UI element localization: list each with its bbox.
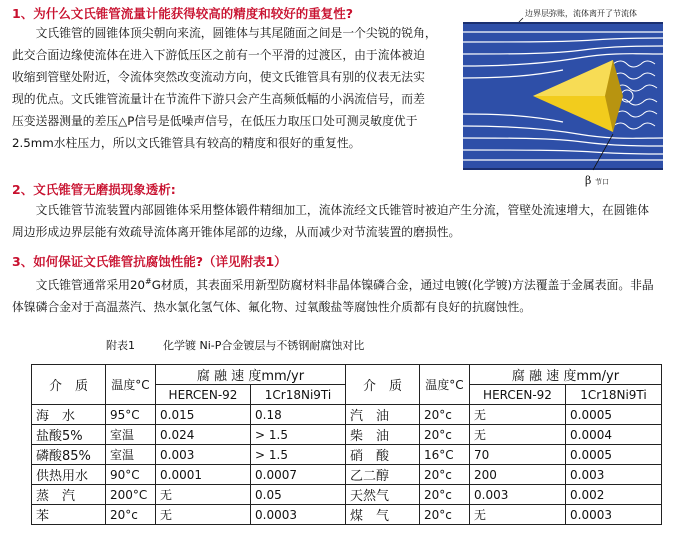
section1-line: 文氏锥管的圆锥体顶尖朝向来流，圆锥体与其尾随面之间是一个尖锐的锐角， (35, 26, 437, 40)
table-header-row (32, 365, 662, 385)
pipe-top-wall (463, 22, 663, 24)
table-caption-label: 附表1 (106, 339, 135, 352)
table-row (32, 405, 662, 425)
temp-cell: 20°c (420, 505, 470, 525)
section3-line (12, 271, 688, 296)
table-caption-title: 化学镀 Ni-P合金镀层与不锈钢耐腐蚀对比 (163, 339, 365, 352)
table-row (32, 425, 662, 445)
rate-cell: > 1.5 (251, 445, 346, 465)
rate-cell: 0.003 (470, 485, 566, 505)
section1-line: 此交合面边缘使流体在进入下游低压区之前有一个平滑的过渡区，由于流体被迫 (12, 48, 425, 62)
medium-cell: 海 水 (32, 405, 106, 425)
rate-cell: 0.003 (566, 465, 662, 485)
header-material-hercen-left: HERCEN-92 (156, 385, 251, 405)
medium-cell: 煤 气 (346, 505, 420, 525)
medium-cell: 磷酸85% (32, 445, 106, 465)
section3-line1-post: G材质，其表面采用新型防腐材料非晶体镍磷合金，通过电镀(化学镀)方法覆盖于金属表面。非晶 (151, 277, 654, 292)
table-row (32, 505, 662, 525)
section3-line: 体镍磷合金对于高温蒸汽、热水氯化氢气体、氟化物、过氧酸盐等腐蚀性介质都有良好的抗腐蚀性。 (12, 299, 532, 314)
beta-symbol: β (585, 174, 592, 187)
temp-cell: 室温 (106, 445, 156, 465)
section1-title: 1、为什么文氏锥管流量计能获得较高的精度和较好的重复性? (12, 6, 353, 21)
section2-line: 文氏锥管节流装置内部圆锥体采用整体锻件精细加工，流体流经文氏锥管时被迫产生分流，管壁处流速增大，在圆锥体 (35, 203, 650, 217)
header-temp-right: 温度°C (420, 365, 470, 405)
rate-cell: 200 (470, 465, 566, 485)
rate-cell: 70 (470, 445, 566, 465)
medium-cell: 苯 (32, 505, 106, 525)
temp-cell: 20°c (106, 505, 156, 525)
rate-cell: 0.002 (566, 485, 662, 505)
table-row (32, 445, 662, 465)
medium-cell: 硝 酸 (346, 445, 420, 465)
header-material-hercen-right: HERCEN-92 (470, 385, 566, 405)
flow-diagram-svg (463, 2, 663, 192)
table-caption (106, 337, 364, 353)
header-medium-right: 介 质 (346, 365, 420, 405)
rate-cell: > 1.5 (251, 425, 346, 445)
corrosion-table (31, 364, 662, 525)
rate-cell: 0.05 (251, 485, 346, 505)
rate-cell: 0.0005 (566, 445, 662, 465)
figure-top-label: 边界层弥账，流体离开了节流体 (525, 9, 637, 18)
rate-cell: 0.0007 (251, 465, 346, 485)
temp-cell: 16°C (420, 445, 470, 465)
temp-cell: 20°c (420, 425, 470, 445)
temp-cell: 室温 (106, 425, 156, 445)
section1-line: 收缩到管壁处附近，令流体突然改变流动方向，使文氏锥管具有别的仪表无法实 (12, 70, 425, 84)
section1-line: 现的优点。文氏锥管流量计在节流件下游只会产生高频低幅的小涡流信号，而差 (12, 92, 425, 106)
section2-body (12, 199, 682, 243)
rate-cell: 0.0003 (566, 505, 662, 525)
temp-cell: 20°c (420, 465, 470, 485)
rate-cell: 0.0001 (156, 465, 251, 485)
temp-cell: 200°C (106, 485, 156, 505)
pipe-bottom-wall (463, 168, 663, 170)
medium-cell: 蒸 汽 (32, 485, 106, 505)
section3-line1-sup: # (144, 277, 152, 286)
rate-cell: 无 (470, 425, 566, 445)
header-material-steel-right: 1Cr18Ni9Ti (566, 385, 662, 405)
medium-cell: 汽 油 (346, 405, 420, 425)
header-rate-right: 腐 融 速 度mm/yr (470, 365, 662, 385)
beta-label: 节口 (595, 178, 609, 186)
section2-line: 周边形成边界层能有效疏导流体离开锥体尾部的边缘，从而减少对节流装置的磨损性。 (12, 225, 461, 239)
medium-cell: 乙二醇 (346, 465, 420, 485)
header-rate-left: 腐 融 速 度mm/yr (156, 365, 346, 385)
table-row (32, 465, 662, 485)
rate-cell: 无 (470, 505, 566, 525)
venturi-cone-flow-figure (463, 2, 663, 192)
temp-cell: 90°C (106, 465, 156, 485)
rate-cell: 0.18 (251, 405, 346, 425)
rate-cell: 无 (156, 485, 251, 505)
rate-cell: 0.024 (156, 425, 251, 445)
rate-cell: 0.0005 (566, 405, 662, 425)
header-medium-left: 介 质 (32, 365, 106, 405)
section3-line1-pre: 文氏锥管通常采用20 (35, 277, 145, 292)
temp-cell: 20°c (420, 485, 470, 505)
section1-line: 压变送器测量的差压△P信号是低噪声信号，在低压力取压口处可测灵敏度优于 (12, 114, 418, 128)
section2-title: 2、文氏锥管无磨损现象透析: (12, 182, 176, 197)
rate-cell: 无 (470, 405, 566, 425)
medium-cell: 盐酸5% (32, 425, 106, 445)
medium-cell: 供热用水 (32, 465, 106, 485)
rate-cell: 0.0004 (566, 425, 662, 445)
section1-line: 2.5mm水柱压力，所以文氏锥管具有较高的精度和很好的重复性。 (12, 136, 361, 150)
rate-cell: 0.003 (156, 445, 251, 465)
rate-cell: 0.0003 (251, 505, 346, 525)
section1-body (12, 22, 464, 154)
medium-cell: 天然气 (346, 485, 420, 505)
rate-cell: 0.015 (156, 405, 251, 425)
medium-cell: 柴 油 (346, 425, 420, 445)
rate-cell: 无 (156, 505, 251, 525)
temp-cell: 95°C (106, 405, 156, 425)
temp-cell: 20°c (420, 405, 470, 425)
table-row (32, 485, 662, 505)
section3-title: 3、如何保证文氏锥管抗腐蚀性能?（详见附表1） (12, 254, 287, 269)
section3-body (12, 271, 688, 318)
header-material-steel-left: 1Cr18Ni9Ti (251, 385, 346, 405)
header-temp-left: 温度°C (106, 365, 156, 405)
